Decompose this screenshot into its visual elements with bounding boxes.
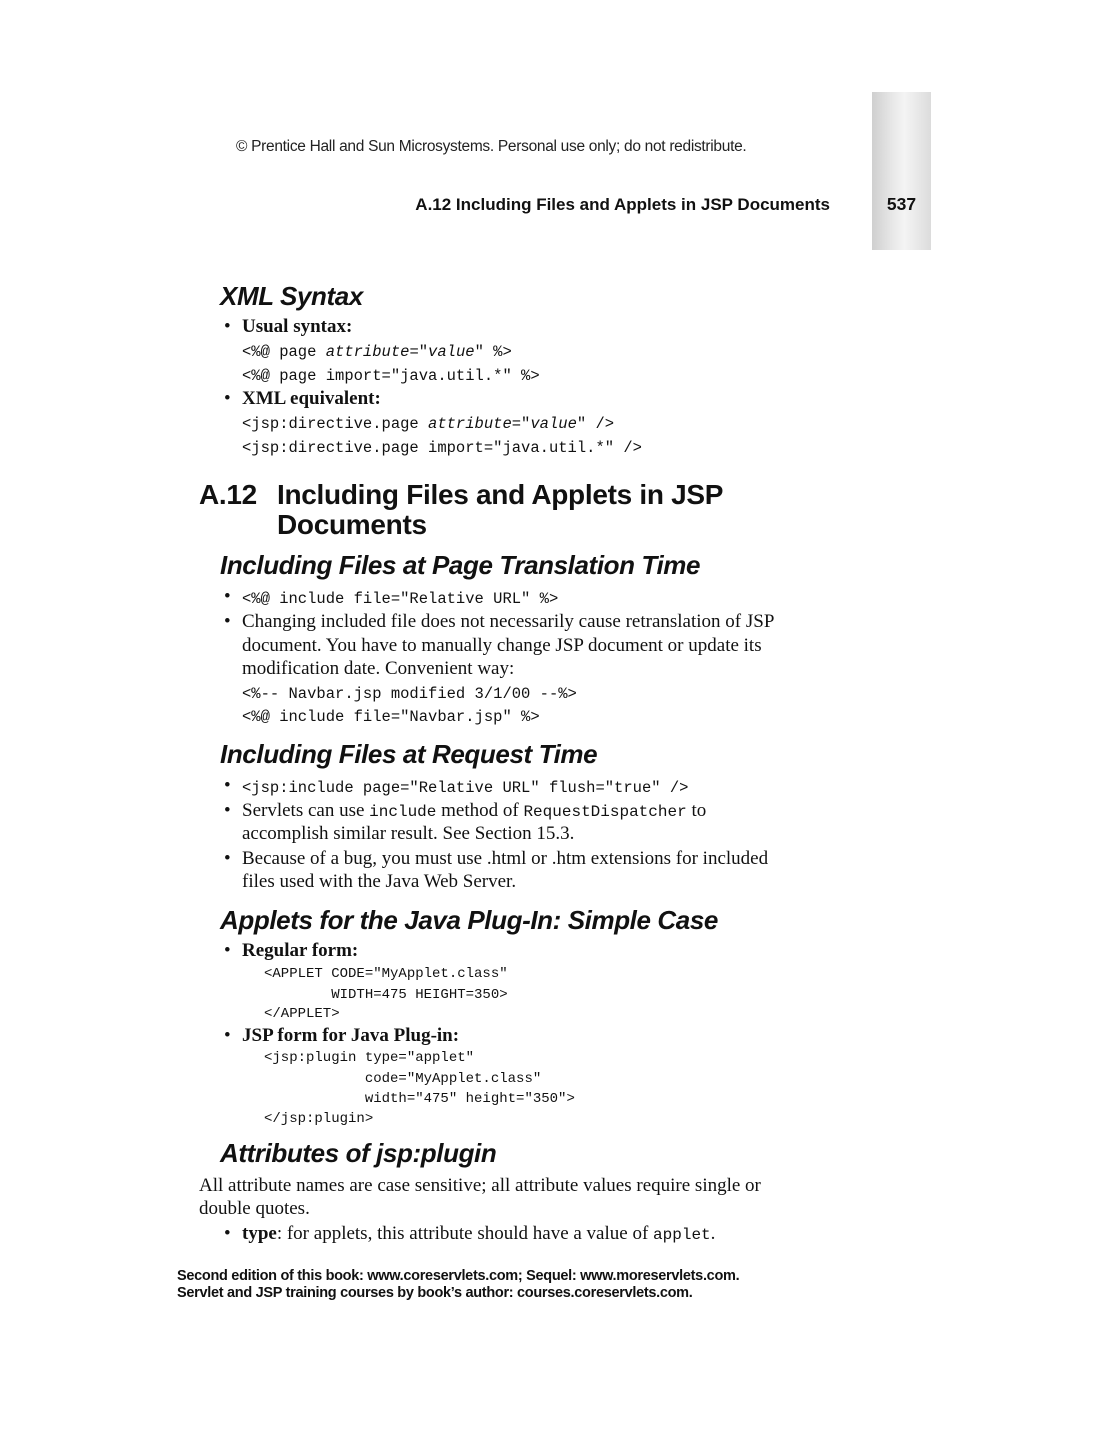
- code-line: <jsp:directive.page import="java.util.*" />: [242, 439, 642, 457]
- code-line: <%@ include file="Navbar.jsp" %>: [242, 708, 540, 726]
- page-number: 537: [886, 194, 917, 214]
- bullet: •: [224, 316, 231, 337]
- body-text: type: for applets, this attribute should have a value of applet.: [242, 1223, 716, 1244]
- code-line: <%@ page import="java.util.*" %>: [242, 367, 540, 385]
- running-head: A.12 Including Files and Applets in JSP Documents: [415, 195, 830, 214]
- bullet-label-jsp-form: JSP form for Java Plug-in:: [242, 1025, 460, 1046]
- section-number: A.12: [199, 479, 257, 510]
- bullet: •: [224, 800, 231, 821]
- code-line: <jsp:include page="Relative URL" flush="true" />: [242, 779, 689, 797]
- body-text: Because of a bug, you must use .html or .htm extensions for included: [242, 848, 769, 869]
- footer-line1: Second edition of this book: www.coreservlets.com; Sequel: www.moreservlets.com.: [177, 1268, 740, 1284]
- body-text: double quotes.: [199, 1198, 310, 1219]
- bullet: •: [224, 388, 231, 409]
- body-text: Changing included file does not necessarily cause retranslation of JSP: [242, 611, 775, 632]
- code-line: width="475" height="350">: [264, 1091, 575, 1107]
- code-line: <%@ page attribute="value" %>: [242, 343, 512, 361]
- code-line: </APPLET>: [264, 1006, 340, 1022]
- code-line: <%@ include file="Relative URL" %>: [242, 590, 559, 608]
- code-line: </jsp:plugin>: [264, 1111, 374, 1127]
- section-title-line2: Documents: [277, 509, 427, 540]
- bullet-label-xml-equivalent: XML equivalent:: [242, 388, 381, 409]
- bullet: •: [224, 940, 231, 961]
- bullet-label-regular-form: Regular form:: [242, 940, 359, 961]
- heading-applets-plugin: Applets for the Java Plug-In: Simple Case: [220, 905, 718, 935]
- bullet: •: [224, 586, 231, 607]
- copyright-notice: © Prentice Hall and Sun Microsystems. Personal use only; do not redistribute.: [236, 138, 747, 155]
- page-thumb-tab: [872, 92, 931, 250]
- bullet: •: [224, 1025, 231, 1046]
- bullet-label-usual-syntax: Usual syntax:: [242, 316, 353, 337]
- bullet: •: [224, 611, 231, 632]
- heading-xml-syntax: XML Syntax: [220, 281, 363, 311]
- section-title-line1: Including Files and Applets in JSP: [277, 479, 724, 510]
- body-text: modification date. Convenient way:: [242, 658, 515, 679]
- heading-plugin-attributes: Attributes of jsp:plugin: [220, 1138, 497, 1168]
- code-line: code="MyApplet.class": [264, 1071, 542, 1087]
- heading-translation-time: Including Files at Page Translation Time: [220, 550, 701, 580]
- bullet: •: [224, 775, 231, 796]
- code-line: <jsp:directive.page attribute="value" />: [242, 415, 615, 433]
- body-text: accomplish similar result. See Section 15.3.: [242, 823, 575, 844]
- code-line: <%-- Navbar.jsp modified 3/1/00 --%>: [242, 685, 577, 703]
- bullet: •: [224, 1223, 231, 1244]
- body-text: All attribute names are case sensitive; all attribute values require single or: [199, 1175, 761, 1196]
- bullet: •: [224, 848, 231, 869]
- code-line: WIDTH=475 HEIGHT=350>: [264, 987, 508, 1003]
- code-line: <jsp:plugin type="applet": [264, 1050, 475, 1066]
- body-text: document. You have to manually change JSP document or update its: [242, 635, 762, 656]
- heading-request-time: Including Files at Request Time: [220, 739, 598, 769]
- body-text: Servlets can use include method of RequestDispatcher to: [242, 800, 707, 821]
- code-line: <APPLET CODE="MyApplet.class": [264, 966, 508, 982]
- body-text: files used with the Java Web Server.: [242, 871, 517, 892]
- footer-line2: Servlet and JSP training courses by book’s author: courses.coreservlets.com.: [177, 1285, 693, 1301]
